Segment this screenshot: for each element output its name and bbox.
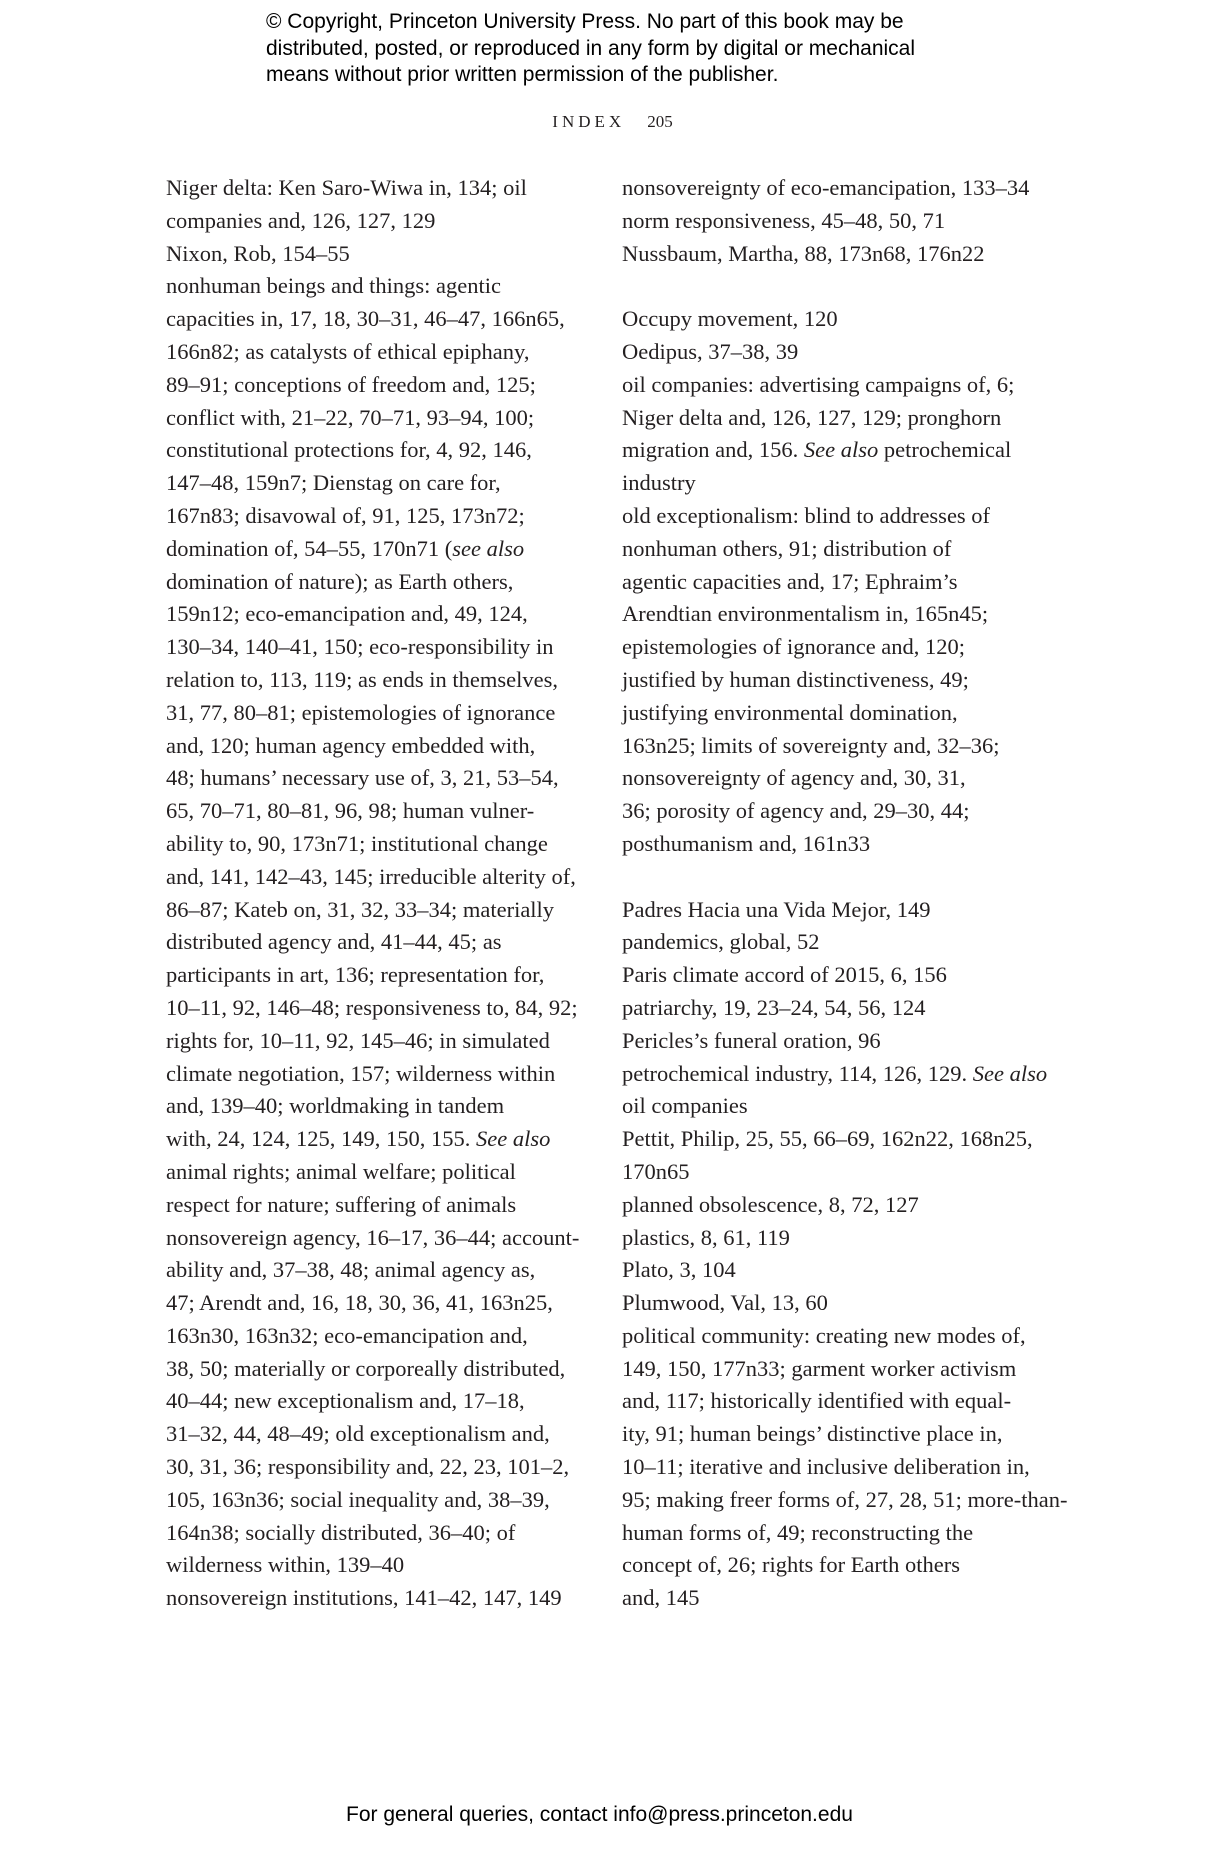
entry-line: 38, 50; materially or corporeally distributed,	[166, 1355, 566, 1381]
entry-line: 31, 77, 80–81; epistemologies of ignorance	[166, 699, 556, 725]
entry-line: Nixon, Rob, 154–55	[166, 240, 350, 266]
index-entry-plato	[622, 1254, 1042, 1287]
entry-line: and, 145	[622, 1585, 700, 1611]
entry-line	[622, 434, 1042, 467]
entry-line: 149, 150, 177n33; garment worker activism	[622, 1355, 1017, 1381]
see-also-label: See also	[803, 437, 879, 463]
entry-line: 10–11; iterative and inclusive deliberation in,	[622, 1454, 1030, 1480]
entry-line: posthumanism and, 161n33	[622, 830, 871, 856]
index-entry-old-exceptionalism	[622, 500, 1042, 861]
entry-line: ability and, 37–38, 48; animal agency as,	[166, 1257, 536, 1283]
entry-line: political community: creating new modes of,	[622, 1322, 1026, 1348]
entry-line: 166n82; as catalysts of ethical epiphany,	[166, 338, 530, 364]
entry-line: 170n65	[622, 1158, 690, 1184]
entry-line: justified by human distinctiveness, 49;	[622, 666, 969, 692]
index-entry-nonsovereign-agency	[166, 1222, 586, 1583]
entry-line: 47; Arendt and, 16, 18, 30, 36, 41, 163n25,	[166, 1290, 553, 1316]
see-also-target: petrochemical	[878, 437, 1012, 463]
entry-line: conflict with, 21–22, 70–71, 93–94, 100;	[166, 404, 535, 430]
entry-line: 105, 163n36; social inequality and, 38–39,	[166, 1486, 550, 1512]
index-entry-planned-obsolescence	[622, 1189, 1042, 1222]
index-entry-oedipus	[622, 336, 1042, 369]
page-number: 205	[647, 112, 673, 131]
entry-line: agentic capacities and, 17; Ephraim’s	[622, 568, 958, 594]
entry-line: nonhuman beings and things: agentic	[166, 273, 501, 299]
index-entry-padres	[622, 894, 1042, 927]
see-also-label: See also	[476, 1126, 551, 1152]
index-entry-nussbaum	[622, 238, 1042, 271]
entry-line: nonhuman others, 91; distribution of	[622, 535, 952, 561]
entry-line: 163n30, 163n32; eco-emancipation and,	[166, 1322, 528, 1348]
entry-line: rights for, 10–11, 92, 145–46; in simulated	[166, 1027, 550, 1053]
entry-line: Niger delta: Ken Saro-Wiwa in, 134; oil	[166, 175, 527, 200]
entry-line: 130–34, 140–41, 150; eco-responsibility in	[166, 634, 554, 660]
entry-line: ability to, 90, 173n71; institutional change	[166, 830, 548, 856]
index-entry-nonhuman-beings	[166, 270, 586, 1221]
entry-line: nonsovereignty of agency and, 30, 31,	[622, 765, 966, 791]
entry-line: 86–87; Kateb on, 31, 32, 33–34; materially	[166, 896, 555, 922]
entry-line: patriarchy, 19, 23–24, 54, 56, 124	[622, 994, 926, 1020]
entry-line: constitutional protections for, 4, 92, 146,	[166, 437, 532, 463]
entry-line: Plato, 3, 104	[622, 1257, 736, 1283]
see-also-label: see also	[452, 535, 525, 561]
copyright-line: distributed, posted, or reproduced in any form by digital or mechanical	[266, 36, 916, 60]
entry-line	[622, 1058, 1048, 1091]
entry-line: Niger delta and, 126, 127, 129; pronghorn	[622, 404, 1002, 430]
entry-line: wilderness within, 139–40	[166, 1552, 405, 1578]
entry-line: respect for nature; suffering of animals	[166, 1191, 517, 1217]
entry-line: Oedipus, 37–38, 39	[622, 338, 799, 364]
entry-line: and, 120; human agency embedded with,	[166, 732, 536, 758]
entry-line: old exceptionalism: blind to addresses of	[622, 502, 991, 528]
entry-line-text: migration and, 156.	[622, 437, 804, 463]
entry-line-text: petrochemical industry, 114, 126, 129.	[622, 1060, 973, 1086]
copyright-notice	[266, 9, 986, 89]
index-entry-patriarchy	[622, 992, 1042, 1025]
index-entry-political-community	[622, 1320, 1068, 1615]
index-entry-plastics	[622, 1222, 1042, 1255]
running-head	[0, 112, 1225, 132]
entry-line: nonsovereign agency, 16–17, 36–44; account-	[166, 1224, 580, 1250]
copyright-line: means without prior written permission of the publisher.	[266, 63, 779, 86]
index-entry-niger-delta	[166, 172, 586, 238]
letter-group-gap	[622, 861, 1042, 894]
entry-line: norm responsiveness, 45–48, 50, 71	[622, 207, 946, 233]
entry-line: and, 139–40; worldmaking in tandem	[166, 1093, 505, 1119]
section-label: INDEX	[552, 112, 626, 131]
entry-line: and, 141, 142–43, 145; irreducible alterity of,	[166, 863, 576, 889]
entry-line: 147–48, 159n7; Dienstag on care for,	[166, 470, 501, 496]
entry-line: oil companies: advertising campaigns of, 6;	[622, 371, 1015, 397]
entry-line: 36; porosity of agency and, 29–30, 44;	[622, 798, 970, 824]
entry-line: climate negotiation, 157; wilderness within	[166, 1060, 556, 1086]
entry-line: epistemologies of ignorance and, 120;	[622, 634, 966, 660]
index-entry-nixon	[166, 238, 586, 271]
entry-line	[166, 533, 586, 566]
entry-line: 10–11, 92, 146–48; responsiveness to, 84, 92;	[166, 994, 578, 1020]
index-entry-oil-companies	[622, 369, 1042, 500]
footer-text: For general queries, contact info@press.princeton.edu	[346, 1803, 853, 1826]
entry-line-text: with, 24, 124, 125, 149, 150, 155.	[166, 1126, 477, 1152]
letter-group-gap	[622, 270, 1042, 303]
entry-line: industry	[622, 470, 696, 496]
entry-line: and, 117; historically identified with equal-	[622, 1388, 1012, 1414]
entry-line-text: domination of, 54–55, 170n71 (	[166, 535, 453, 561]
entry-line: Pericles’s funeral oration, 96	[622, 1027, 881, 1053]
entry-line: Arendtian environmentalism in, 165n45;	[622, 601, 989, 627]
index-entry-norm-responsiveness	[622, 205, 1042, 238]
index-column-left	[166, 172, 586, 1615]
entry-line: 95; making freer forms of, 27, 28, 51; more-than-	[622, 1486, 1068, 1512]
index-entry-pandemics	[622, 926, 1042, 959]
entry-line: ity, 91; human beings’ distinctive place in,	[622, 1421, 1003, 1447]
entry-line: Paris climate accord of 2015, 6, 156	[622, 962, 947, 988]
entry-line: 48; humans’ necessary use of, 3, 21, 53–54,	[166, 765, 559, 791]
entry-line: human forms of, 49; reconstructing the	[622, 1519, 974, 1545]
entry-line: oil companies	[622, 1093, 748, 1119]
index-entry-pettit	[622, 1123, 1042, 1189]
index-column-right	[622, 172, 1068, 1615]
entry-line: companies and, 126, 127, 129	[166, 207, 436, 233]
entry-line: 159n12; eco-emancipation and, 49, 124,	[166, 601, 528, 627]
contact-footer	[346, 1803, 853, 1827]
see-also-label: See also	[972, 1060, 1048, 1086]
entry-line: nonsovereign institutions, 141–42, 147, 149	[166, 1585, 562, 1611]
index-entry-petrochemical-industry	[622, 1058, 1048, 1124]
index-entry-plumwood	[622, 1287, 1042, 1320]
entry-line: Plumwood, Val, 13, 60	[622, 1290, 828, 1316]
index-entry-occupy-movement	[622, 303, 1042, 336]
entry-line: distributed agency and, 41–44, 45; as	[166, 929, 502, 955]
entry-line: domination of nature); as Earth others,	[166, 568, 514, 594]
entry-line: plastics, 8, 61, 119	[622, 1224, 790, 1250]
entry-line: planned obsolescence, 8, 72, 127	[622, 1191, 919, 1217]
copyright-line: © Copyright, Princeton University Press. No part of this book may be	[266, 10, 904, 33]
entry-line: 167n83; disavowal of, 91, 125, 173n72;	[166, 502, 525, 528]
entry-line: Nussbaum, Martha, 88, 173n68, 176n22	[622, 240, 985, 266]
entry-line: relation to, 113, 119; as ends in themselves,	[166, 666, 559, 692]
entry-line: 163n25; limits of sovereignty and, 32–36;	[622, 732, 1000, 758]
entry-line: Occupy movement, 120	[622, 306, 838, 332]
entry-line: pandemics, global, 52	[622, 929, 820, 955]
index-entry-paris-climate-accord	[622, 959, 1042, 992]
entry-line: participants in art, 136; representation for,	[166, 962, 545, 988]
entry-line: nonsovereignty of eco-emancipation, 133–34	[622, 175, 1030, 200]
entry-line: animal rights; animal welfare; political	[166, 1158, 516, 1184]
entry-line: 30, 31, 36; responsibility and, 22, 23, 101–2,	[166, 1454, 570, 1480]
entry-line: 164n38; socially distributed, 36–40; of	[166, 1519, 516, 1545]
entry-line	[166, 1123, 586, 1156]
entry-line: capacities in, 17, 18, 30–31, 46–47, 166n65,	[166, 306, 565, 332]
index-entry-nonsovereignty-eco-emancipation	[622, 172, 1042, 205]
entry-line: 31–32, 44, 48–49; old exceptionalism and,	[166, 1421, 550, 1447]
entry-line: 40–44; new exceptionalism and, 17–18,	[166, 1388, 525, 1414]
index-entry-nonsovereign-institutions	[166, 1582, 586, 1615]
entry-line: Padres Hacia una Vida Mejor, 149	[622, 896, 931, 922]
index-entry-pericles	[622, 1025, 1042, 1058]
entry-line: 89–91; conceptions of freedom and, 125;	[166, 371, 536, 397]
entry-line: 65, 70–71, 80–81, 96, 98; human vulner-	[166, 798, 535, 824]
entry-line: Pettit, Philip, 25, 55, 66–69, 162n22, 168n25,	[622, 1126, 1033, 1152]
entry-line: concept of, 26; rights for Earth others	[622, 1552, 961, 1578]
entry-line: justifying environmental domination,	[622, 699, 958, 725]
